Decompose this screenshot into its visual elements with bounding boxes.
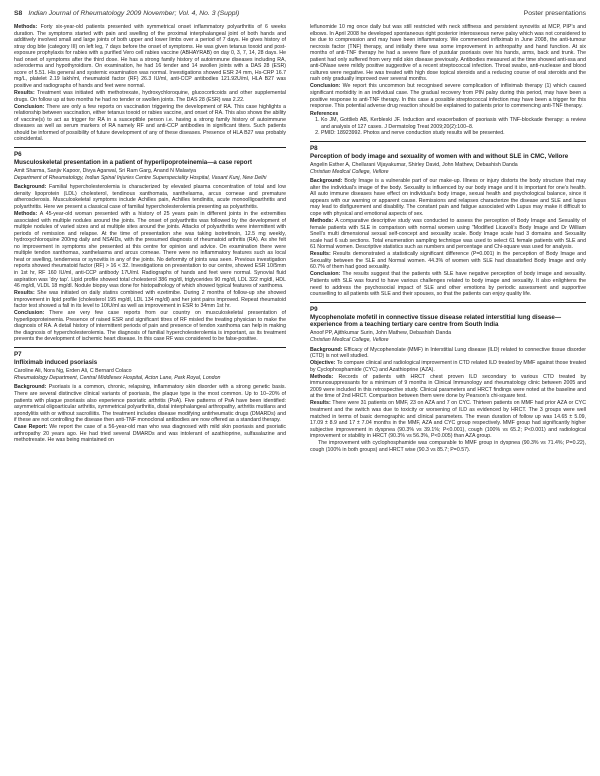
conclusions-paragraph (310, 83, 586, 109)
methods-text: Records of patients with HRCT chest proven ILD secondary to various CTD treated by immunosuppressants for a minimum of 9 months in Clinical Immunology and rheumatology clinic between 2005 and 2009 were included in this retrospective study. Clinical parameters and HRCT findings were noted at the baseline and at the time of 2nd HRCT. Comparison between them were done by Pearson’s chi-square test. (310, 373, 586, 400)
methods-label: Methods: (310, 218, 334, 225)
results-paragraph (310, 400, 586, 439)
conclusion-label: Conclusion: (14, 103, 45, 110)
results-label: Results: (14, 290, 35, 297)
references (310, 111, 586, 137)
abstract-p8 (310, 141, 586, 298)
conclusion-paragraph (310, 271, 586, 297)
methods-paragraph (310, 374, 586, 400)
abstract-id: P9 (310, 305, 318, 313)
continuation-paragraph: leflunomide 10 mg once daily but was still restricted with neck stiffness and persistent synovitis at MCP, PIP’s and elbows. In April 2008 he developed spontaneous right posterior interosseous nerve palsy which was not considered to be due to compression and may have been inflammatory. We commenced infliximab in June 2008, the anti-tumour necrosis factor (TNF) therapy, and initially there was some improvement in arthropathy and hand function. At six months of anti-TNF therapy he had a severe flare of pustular psoriasis over his hands, arms, back and trunk. The patient had only suffered from very mild skin disease previously. Antibodies measured at the time showed anti-ssa and anti-DNase were mildly positive suggestive of a recent streptococcal infection. Throat swabs, anti-nuclease and blood cultures were negative. He was treated with high dose topical steroids and a reducing course of oral steroids and the rash only gradually improved over several months. (310, 24, 586, 83)
abstract-id: P7 (14, 350, 22, 358)
results-text: There were 31 patients on MMF, 23 on AZA and 7 on CYC. Thirteen patients on MMF had prior AZA or CYC treatment and the switch was due to toxicity or worsening of ILD as evidenced by HRCT. The 3 groups were well matched in terms of basic demographic and clinical parameters. The mean duration of follow up was 14.65 ± 5.09, 17.09 ± 8.9 and 17 ± 7.04 months in the MMF, AZA and CYC group respectively. MMF group had significantly higher subjective improvement in dyspnea (90.3% vs 39.1%; P<0.001), cough (100% vs 65.2; P<0.001) and radiological improvement or stability in HRCT (90.3% vs 56.3%, P<0.005) than AZA group. (310, 400, 586, 440)
background-label: Background: (14, 184, 47, 191)
methods-label: Methods: (310, 373, 334, 380)
results-paragraph (14, 290, 286, 310)
results-paragraph (310, 251, 586, 271)
results-text: Results demonstrated a statistically significant difference (P=0.001) in the perception of Body Image and Sexuality between the SLE and Normal women. 44.3% of women with SLE had dissatisfied Body Image and only 60.7% of them had good sexuality. (310, 251, 586, 271)
abstract-id: P8 (310, 144, 318, 152)
journal-name: Indian Journal of Rheumatology 2009 November; Vol. 4, No. 3 (Suppl) (28, 10, 240, 17)
background-label: Background: (14, 384, 47, 391)
page-number: S8 (14, 10, 23, 17)
background-text: Body Image is a vulnerable part of our make-up. Illness or injury distorts the body structure that may alter the individual’s image of the body. Sexuality is influenced by our body image and it is important for one’s health. All auto immune diseases have effect on individual’s body image, sexual health and psychological balance, since it appears with our warning or apparent cause. Remissions and relapses characterize the disease and SLE and lupus may lead to disfigurement and disability. The constant pain and fatigue associated with Lupus may make it difficult to cope with physical and emotional aspects of sex. (310, 178, 586, 218)
conclusion-text: There are very few case reports from our country on musculoskeletal presentation of hyperlipoproteinemia. Presence of raised ESR and significant titres of RF misled the treating physician to make the diagnosis of RA. A detail history of intermittent periods of pain and presence of tendon xanthoma can help in making the diagnosis of hypercholesterolemia. The diagnosis of familial hypercholesterolemia is important, as its treatment prevents the development of ischemic heart disease. In this case RF was considered to be false-positive. (14, 310, 286, 343)
left-column (14, 24, 286, 770)
background-label: Background: (310, 178, 343, 185)
background-text: Psoriasis is a common, chronic, relapsing, inflammatory skin disorder with a strong genetic basis. There are several distinctive clinical variants of psoriasis, the plaque type is the most common. Up to 10–20% of patients with plaque psoriasis also experience psoriatic arthritis (PsA). Five patterns of PsA have been identified: asymmetrical oligoarticular arthritis, symmetrical polyarthritis, distal interphalangeal arthropathy, arthritis mutilans and spondylitis with or without sacroiliitis. The treatment includes disease modifying antirheumatic drugs (DMARDs) and if these are not controlling the disease then anti-TNF monoclonal antibodies are now offered as a standard therapy. (14, 384, 286, 424)
abstract-p9 (310, 302, 586, 454)
background-label: Background: (310, 346, 343, 353)
methods-paragraph (14, 24, 286, 89)
objective-text: To compare clinical and radiological improvement in CTD related ILD treated by MMF against those treated by Cyclophosphamide (CYC) and Azathioprine (AZA). (310, 360, 586, 373)
results-text: She was initiated on daily statins combined with ezetimibe. During 2 months of follow-up she showed improvement in lipid profile (cholesterol 195 mg/dl, LDL 134 mg/dl) and her joint pains improved. Repeat rheumatoid factor test showed a fall in its level to 10IU/ml as well as improvement in ESR to 34mm 1st hr. (14, 290, 286, 310)
methods-paragraph (310, 218, 586, 251)
results-label: Results: (310, 400, 331, 407)
right-column (310, 24, 586, 770)
conclusion-text: The results suggest that the patients with SLE have negative perception of body image and sexuality. Patients with SLE was found to have various challenges related to body image and sexuality. It also enlightens the need to address the psychosocial impact of SLE and other emotions by periodic assessment and supportive counselling to all patients with SLE and their spouses, so that the patients can enjoy quality life. (310, 271, 586, 298)
conclusion-label: Conclusion: (14, 310, 45, 317)
conclusion-paragraph (14, 104, 286, 143)
section-name: Poster presentations (523, 10, 586, 17)
background-text: Familial hypercholesterolemia is characterized by elevated plasma concentration of total and low density lipoprotein (LDL) cholesterol, tendinous xanthomata, xanthelasma, arcus corneae and premature atherosclerosis. Musculoskeletal symptoms include Achilles pain, Achilles tendinitis, acute monoolligoarthritis and polyarthritis. Here we present a classical case of familial hypercholesterolemia presenting as polyarthritis. (14, 184, 286, 210)
conclusions-label: Conclusion: (310, 83, 341, 90)
conclusion-label: Conclusion: (310, 271, 341, 278)
methods-text: A 45-year-old woman presented with a history of 25 years pain in different joints in the extremities associated with multiple nodules around the joints. The onset of polyarthritis was followed by the development of multiple nodules of varied sizes and at multiple sites around the joints. Attacks of polyarthritis were intermittent with periods of remission and relapse. At the time of presentation she was taking isotretinoin, 12.5 mg weekly, hydroxychloroquine 200mg daily and NSAIDs, with the presumed diagnosis of rheumatoid arthritis (RA). As she felt no improvement in symptoms she presented at this centre for opinion and advice. On examination there were multiple tendon xanthomas, xanthelasma and arcus corneae. There were no inflammatory features such as local heat or swelling, tenderness or synovitis in any of the joints. No deformity of joints was seen. Previous investigation reports showed rheumatoid factor (RF) > 16 < 32. Investigations on presentation to our centre, showed ESR 10/5mm in 1st hr, RF 160 IU/ml, anti-CCP antibody 17U/ml. Radiographs of hands and feet were normal. Synovial fluid aspiration was ‘dry tap’. Lipid profile showed total cholesterol 386 mg/dl, triglycerides 90 mg/dl, LDL 322 mg/dl, HDL 46 mg/dl, VLDL 18 mg/dl. Nodule biopsy was done for histopathology of which showed typical features of xanthoma. (14, 211, 286, 290)
objective-paragraph (310, 360, 586, 373)
abstract-title: Mycophenolate mofetil in connective tissue disease related interstitial lung disease—experience from a teaching tertiary care centre from South India (310, 313, 562, 329)
conclusion-text: There are only a few reports on vaccination triggering the development of RA. This case highlights a relationship between vaccination, either tetanus toxoid or rabies vaccine, and onset of RA. This also shows the ability of vaccine(s) to act as trigger for RA in a susceptible person i.e. having a strong family history of autoimmune diseases as well as serum markers of RA namely RF and anti-CCP antibodies in significant titers. Such patients should be informed of possibility of future development of any of these diseases. Presence of HLA B27 was probably coincidental. (14, 103, 286, 143)
abstract-authors: Caroline Ali, Nora Ng, Erden Ali, C Bernard Colaco (14, 368, 132, 375)
running-header (14, 8, 586, 20)
abstract-authors: Amit Sharma, Sanjiv Kapoor, Divya Agarwal, Sri Ram Garg, Anand N Malaviya (14, 168, 197, 175)
improvement-paragraph: The improvement with cyclophosphamide was comparable to MMF group in dyspnea (90.3% vs 71.4%; P=0.22), cough (100% in both groups) and HRCT wise (90.3 vs 85.7; P=0.57). (310, 440, 586, 453)
methods-text: Forty six-year-old patients presented with symmetrical onset inflammatory polyarthritis of 6 weeks duration. The symptoms started with pain and swelling of the proximal interphalangeal joint of both hands and additively involved small and large joints of both upper and lower limbs over a period of 7 days. He gives history of stray dog bite (category III) on left leg, 7 days before the onset of symptoms. He was given tetanus toxoid and post-exposure prophylaxis for rabies with a purified Vero cell rabies vaccine (ABHAYRAB) on day 0, 3, 7, 14, 28 days. He had onset of symptoms after the third dose. He has a strong family history of autoimmune diseases including RA, scleroderma and hypothyroidism. On examination, he had 16 tender and 14 swollen joints with a DAS 28 (ESR) score of 5.51. His general and systemic examination was normal. Investigations showed ESR 24 mm, Hs-CRP 16.7 mg/L, platelet 2.19 lakh/ml, rheumatoid factor (RF) 26.3 IU/ml, anti-CCP antibodies 121.92U/ml, HLA B27 was positive and radiographs of hands and feet were normal. (14, 24, 286, 89)
abstract-affiliation: Christian Medical College, Vellore (310, 337, 389, 343)
abstract-title: Perception of body image and sexuality of women with and without SLE in CMC, Vellore (310, 152, 569, 160)
results-label: Results: (14, 89, 35, 96)
conclusions-text: We report this uncommon but recognised severe complication of infliximab therapy (1) which caused significant morbidity in an individual case. The gradual recovery from PIN palsy during this period, may have been a positive response to anti-TNF therapy. In this case a possible streptococcal infection may have been a trigger for this response. This potential adverse drug reaction should be explained to patients prior to commencing anti-TNF therapy. (310, 83, 586, 110)
abstract-authors: Angelin Esther A, Chellarani Vijayakumar, Shirley David, John Mathew, Debashish Danda (310, 162, 518, 169)
conclusion-paragraph (14, 310, 286, 343)
background-paragraph (310, 347, 586, 360)
methods-label: Methods: (14, 24, 38, 30)
results-text: Treatment was initiated with methotrexate, hydroxychloroquine, glucocorticoids and other supplemental drugs. On follow up at two months he had no tender or swollen joints. The DAS 28 (ESR) was 2.22. (14, 89, 286, 103)
methods-label: Methods: (14, 211, 38, 218)
journal-citation (14, 8, 239, 20)
background-paragraph (310, 178, 586, 217)
case-report-text: We report the case of a 56-year-old man who was diagnosed with mild skin psoriasis and psoriatic arthropathy 20 years ago. He had tried several DMARDs and was intolerant of azathioprine, sulfasalazine and methotrexate. He was being maintained on (14, 424, 286, 444)
reference-item: 2. PMID: 18923992. Photos and nerve conduction study results will be presented. (321, 130, 586, 137)
reference-item: 1. Ko JM, Gottlieb AB, Kerbleski JF. Induction and exacerbation of psoriasis with TNF-blockade therapy: a review and analysis of 127 cases. J Dermatolog Treat 2009;20(2):100–8. (321, 117, 586, 130)
abstract-p5-continuation (14, 24, 286, 143)
results-paragraph (14, 90, 286, 103)
abstract-title: Infliximab induced psoriasis (14, 358, 98, 366)
objective-label: Objective: (310, 360, 336, 367)
methods-text: A comparative descriptive study was conducted to assess the perception of Body Image and Sexuality of female patients with SLE in comparison with normal women using “Modified Licavoli’s Body Image and Dr William Snell’s multi dimensional sexual self-concept and sexuality scale. Body Image scale had 3 domains and Sexuality scale had 6 sub sections. Total enumeration sampling technique was used to select 61 female patients with SLE and 61 Normal women. Descriptive statistics such as numbers and percentage and Chi-square was used for analysis. (310, 218, 586, 251)
abstract-title: Musculoskeletal presentation in a patient of hyperlipoproteinemia—a case report (14, 158, 252, 166)
case-report-paragraph (14, 424, 286, 444)
abstract-p7-continuation (310, 24, 586, 137)
background-paragraph (14, 384, 286, 423)
methods-paragraph (14, 211, 286, 290)
abstract-affiliation: Christian Medical College, Vellore (310, 168, 389, 175)
abstract-p7 (14, 347, 286, 444)
background-text: Efficacy of Mycophenolate (MMF) in Interstitial Lung disease (ILD) related to connective tissue disorder (CTD) is not well studied. (310, 346, 586, 360)
references-list (310, 117, 586, 137)
results-label: Results: (310, 251, 331, 258)
abstract-affiliation: Rheumatology Department, Central Middlesex Hospital, Acton Lane, Park Royal, London (14, 374, 221, 381)
abstract-authors: Anoof PP, Ajithkumar Surin, John Mathew, Debashish Danda (310, 330, 452, 337)
references-heading: References (310, 110, 339, 117)
abstract-p6 (14, 147, 286, 343)
abstract-affiliation: Department of Rheumatology, Indian Spinal Injuries Centre Superspeciality Hospital, Vasant Kunj, New Delhi (14, 174, 267, 181)
background-paragraph (14, 184, 286, 210)
abstract-id: P6 (14, 150, 22, 158)
case-report-label: Case Report: (14, 424, 48, 431)
